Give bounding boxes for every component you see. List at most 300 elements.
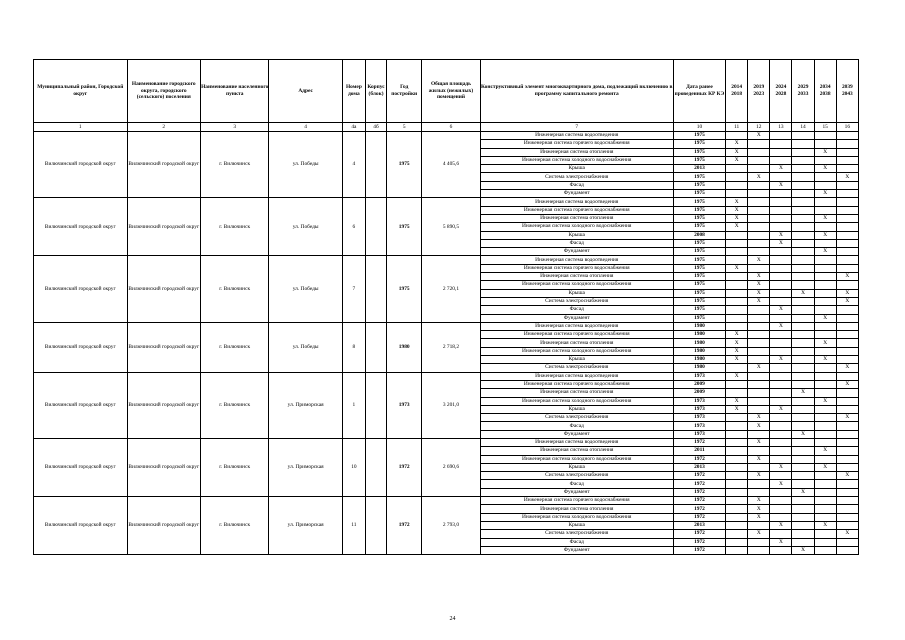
period-mark-cell (748, 156, 770, 164)
period-mark-cell (726, 273, 748, 281)
period-mark-cell (792, 530, 814, 538)
period-mark-cell (792, 480, 814, 488)
repair-date-cell: 2013 (673, 463, 725, 471)
district-cell: Вилючинский городской округ (34, 372, 128, 438)
repair-date-cell: 1975 (673, 223, 725, 231)
period-mark-cell (792, 364, 814, 372)
house-number-cell: 6 (342, 198, 365, 256)
element-cell: Крыша (480, 165, 673, 173)
period-mark-cell (726, 546, 748, 554)
period-mark-cell (748, 223, 770, 231)
repair-date-cell: 1975 (673, 198, 725, 206)
element-cell: Инженерная система отопления (480, 339, 673, 347)
element-cell: Инженерная система горячего водоснабжения (480, 497, 673, 505)
period-mark-cell (748, 206, 770, 214)
period-mark-cell (836, 214, 858, 222)
period-mark-cell (814, 455, 836, 463)
district-cell: Вилючинский городской округ (34, 322, 128, 372)
column-number: 3 (201, 123, 269, 132)
period-mark-cell: X (726, 372, 748, 380)
repair-date-cell: 1980 (673, 339, 725, 347)
repair-date-cell: 1975 (673, 239, 725, 247)
element-cell: Фундамент (480, 546, 673, 554)
period-mark-cell (726, 165, 748, 173)
element-cell: Инженерная система горячего водоснабжения (480, 206, 673, 214)
street-cell: ул. Победы (269, 256, 342, 322)
area-cell: 2 718,2 (422, 322, 480, 372)
element-cell: Фундамент (480, 430, 673, 438)
element-cell: Инженерная система отопления (480, 273, 673, 281)
period-mark-cell (770, 397, 792, 405)
repair-date-cell: 1980 (673, 356, 725, 364)
period-mark-cell (748, 389, 770, 397)
element-cell: Крыша (480, 463, 673, 471)
period-mark-cell (836, 198, 858, 206)
period-mark-cell: X (814, 190, 836, 198)
build-year-cell: 1972 (387, 497, 422, 555)
period-mark-cell (814, 289, 836, 297)
block-cell (365, 438, 386, 496)
repair-date-cell: 1980 (673, 364, 725, 372)
period-mark-cell (814, 156, 836, 164)
period-mark-cell: X (726, 156, 748, 164)
period-mark-cell (748, 198, 770, 206)
period-mark-cell (836, 480, 858, 488)
repair-date-cell: 1973 (673, 422, 725, 430)
period-mark-cell (748, 214, 770, 222)
element-cell: Фасад (480, 538, 673, 546)
period-mark-cell (836, 248, 858, 256)
period-mark-cell (748, 181, 770, 189)
period-mark-cell (726, 248, 748, 256)
period-mark-cell (836, 231, 858, 239)
period-mark-cell: X (748, 513, 770, 521)
period-mark-cell (726, 297, 748, 305)
locality-cell: г. Вилючинск (201, 198, 269, 256)
period-mark-cell (836, 281, 858, 289)
period-mark-cell (770, 339, 792, 347)
period-mark-cell: X (836, 273, 858, 281)
period-mark-cell (836, 264, 858, 272)
period-mark-cell (836, 322, 858, 330)
period-mark-cell (814, 372, 836, 380)
period-mark-cell: X (770, 231, 792, 239)
repair-date-cell: 1975 (673, 173, 725, 181)
period-mark-cell (836, 497, 858, 505)
column-number: 14 (792, 123, 814, 132)
period-mark-cell (748, 165, 770, 173)
period-mark-cell (792, 273, 814, 281)
repair-date-cell: 1975 (673, 281, 725, 289)
period-mark-cell (792, 132, 814, 140)
table-row (34, 372, 859, 380)
period-mark-cell: X (770, 521, 792, 529)
period-mark-cell: X (726, 148, 748, 156)
period-mark-cell (792, 181, 814, 189)
period-mark-cell (792, 223, 814, 231)
element-cell: Инженерная система отопления (480, 148, 673, 156)
period-mark-cell (814, 347, 836, 355)
element-cell: Крыша (480, 289, 673, 297)
period-mark-cell (814, 239, 836, 247)
period-mark-cell (748, 148, 770, 156)
period-mark-cell: X (748, 297, 770, 305)
column-number-row (34, 123, 859, 132)
area-cell: 3 201,0 (422, 372, 480, 438)
period-mark-cell (726, 513, 748, 521)
element-cell: Инженерная система горячего водоснабжения (480, 140, 673, 148)
period-mark-cell (726, 256, 748, 264)
period-mark-cell: X (726, 347, 748, 355)
period-mark-cell (814, 223, 836, 231)
block-cell (365, 198, 386, 256)
period-mark-cell (770, 148, 792, 156)
element-cell: Фундамент (480, 314, 673, 322)
period-mark-cell (770, 447, 792, 455)
period-mark-cell (792, 190, 814, 198)
period-mark-cell (770, 314, 792, 322)
repair-date-cell: 1975 (673, 156, 725, 164)
element-cell: Инженерная система холодного водоснабжения (480, 281, 673, 289)
period-mark-cell: X (836, 364, 858, 372)
header-cell: Адрес (269, 60, 342, 123)
period-mark-cell (836, 422, 858, 430)
repair-date-cell: 1975 (673, 273, 725, 281)
element-cell: Инженерная система горячего водоснабжения (480, 380, 673, 388)
period-mark-cell (726, 306, 748, 314)
period-mark-cell (770, 530, 792, 538)
settlement-cell: Вилючинский городской округ (127, 132, 200, 198)
period-mark-cell (726, 231, 748, 239)
period-mark-cell (814, 173, 836, 181)
period-mark-cell (836, 356, 858, 364)
period-mark-cell (836, 513, 858, 521)
period-mark-cell: X (770, 463, 792, 471)
column-number: 4б (365, 123, 386, 132)
period-mark-cell (770, 430, 792, 438)
repair-date-cell: 1975 (673, 140, 725, 148)
column-number: 4 (269, 123, 342, 132)
period-mark-cell (836, 140, 858, 148)
period-mark-cell (836, 347, 858, 355)
repair-date-cell: 1980 (673, 347, 725, 355)
period-mark-cell (770, 132, 792, 140)
period-mark-cell (792, 173, 814, 181)
period-mark-cell (748, 347, 770, 355)
header-cell: 2019 2023 (748, 60, 770, 123)
column-number: 7 (480, 123, 673, 132)
table-body (34, 132, 859, 555)
locality-cell: г. Вилючинск (201, 132, 269, 198)
period-mark-cell (836, 165, 858, 173)
repair-date-cell: 1972 (673, 513, 725, 521)
block-cell (365, 372, 386, 438)
period-mark-cell: X (792, 488, 814, 496)
period-mark-cell (726, 455, 748, 463)
period-mark-cell (726, 472, 748, 480)
repair-date-cell: 1972 (673, 497, 725, 505)
period-mark-cell: X (748, 256, 770, 264)
street-cell: ул. Приморская (269, 372, 342, 438)
street-cell: ул. Приморская (269, 497, 342, 555)
period-mark-cell (748, 430, 770, 438)
repair-date-cell: 1975 (673, 148, 725, 156)
period-mark-cell (814, 538, 836, 546)
period-mark-cell (748, 538, 770, 546)
period-mark-cell (770, 472, 792, 480)
period-mark-cell (814, 306, 836, 314)
locality-cell: г. Вилючинск (201, 256, 269, 322)
period-mark-cell (814, 430, 836, 438)
element-cell: Инженерная система отопления (480, 447, 673, 455)
header-cell: 2014 2018 (726, 60, 748, 123)
period-mark-cell (748, 314, 770, 322)
header-cell: Номер дома (342, 60, 365, 123)
period-mark-cell (726, 422, 748, 430)
period-mark-cell (836, 463, 858, 471)
period-mark-cell: X (748, 472, 770, 480)
period-mark-cell (792, 239, 814, 247)
period-mark-cell: X (770, 356, 792, 364)
district-cell: Вилючинский городской округ (34, 198, 128, 256)
period-mark-cell (836, 239, 858, 247)
element-cell: Инженерная система отопления (480, 389, 673, 397)
period-mark-cell: X (748, 273, 770, 281)
element-cell: Фундамент (480, 248, 673, 256)
repair-date-cell: 1980 (673, 322, 725, 330)
period-mark-cell (748, 239, 770, 247)
period-mark-cell: X (748, 530, 770, 538)
period-mark-cell (792, 347, 814, 355)
repair-date-cell: 1973 (673, 405, 725, 413)
period-mark-cell (770, 281, 792, 289)
street-cell: ул. Победы (269, 322, 342, 372)
district-cell: Вилючинский городской округ (34, 438, 128, 496)
period-mark-cell: X (748, 505, 770, 513)
repair-date-cell: 1975 (673, 264, 725, 272)
locality-cell: г. Вилючинск (201, 322, 269, 372)
element-cell: Крыша (480, 405, 673, 413)
period-mark-cell (770, 422, 792, 430)
element-cell: Инженерная система холодного водоснабжения (480, 455, 673, 463)
column-number: 10 (673, 123, 725, 132)
period-mark-cell: X (770, 405, 792, 413)
period-mark-cell: X (814, 521, 836, 529)
column-number: 2 (127, 123, 200, 132)
period-mark-cell (814, 472, 836, 480)
period-mark-cell: X (792, 546, 814, 554)
column-number: 1 (34, 123, 128, 132)
period-mark-cell: X (748, 173, 770, 181)
period-mark-cell (726, 538, 748, 546)
repair-date-cell: 1972 (673, 480, 725, 488)
element-cell: Система электроснабжения (480, 364, 673, 372)
period-mark-cell (836, 331, 858, 339)
table-row (34, 322, 859, 330)
table-row (34, 256, 859, 264)
period-mark-cell: X (770, 306, 792, 314)
repair-date-cell: 1975 (673, 206, 725, 214)
period-mark-cell (748, 140, 770, 148)
period-mark-cell: X (748, 281, 770, 289)
period-mark-cell: X (770, 181, 792, 189)
period-mark-cell (836, 438, 858, 446)
block-cell (365, 497, 386, 555)
period-mark-cell: X (748, 414, 770, 422)
period-mark-cell (814, 546, 836, 554)
element-cell: Крыша (480, 521, 673, 529)
period-mark-cell (836, 455, 858, 463)
element-cell: Инженерная система горячего водоснабжения (480, 264, 673, 272)
column-number: 5 (387, 123, 422, 132)
house-number-cell: 8 (342, 322, 365, 372)
period-mark-cell (748, 356, 770, 364)
header-cell: Корпус (блок) (365, 60, 386, 123)
period-mark-cell: X (814, 148, 836, 156)
period-mark-cell: X (792, 289, 814, 297)
period-mark-cell (748, 447, 770, 455)
period-mark-cell (748, 190, 770, 198)
period-mark-cell (748, 264, 770, 272)
page-number: 24 (449, 616, 456, 622)
element-cell: Фасад (480, 306, 673, 314)
area-cell: 2 720,1 (422, 256, 480, 322)
build-year-cell: 1975 (387, 198, 422, 256)
period-mark-cell (836, 397, 858, 405)
header-cell: 2034 2038 (814, 60, 836, 123)
period-mark-cell (792, 297, 814, 305)
period-mark-cell (814, 206, 836, 214)
period-mark-cell (770, 140, 792, 148)
period-mark-cell (726, 281, 748, 289)
period-mark-cell (814, 380, 836, 388)
repair-date-cell: 1973 (673, 430, 725, 438)
period-mark-cell: X (748, 422, 770, 430)
period-mark-cell (748, 546, 770, 554)
period-mark-cell (770, 364, 792, 372)
period-mark-cell (792, 314, 814, 322)
repair-date-cell: 1975 (673, 248, 725, 256)
element-cell: Инженерная система холодного водоснабжения (480, 397, 673, 405)
period-mark-cell (814, 297, 836, 305)
period-mark-cell (792, 248, 814, 256)
period-mark-cell (792, 380, 814, 388)
element-cell: Инженерная система водоотведения (480, 438, 673, 446)
period-mark-cell (748, 248, 770, 256)
period-mark-cell (836, 505, 858, 513)
period-mark-cell (792, 214, 814, 222)
period-mark-cell (836, 190, 858, 198)
period-mark-cell (792, 422, 814, 430)
period-mark-cell (792, 505, 814, 513)
period-mark-cell (726, 364, 748, 372)
element-cell: Фундамент (480, 488, 673, 496)
element-cell: Инженерная система холодного водоснабжения (480, 223, 673, 231)
element-cell: Система электроснабжения (480, 173, 673, 181)
header-cell: Конструктивный элемент многоквартирного дома, подлежащий включению в программу капитального ремонта (480, 60, 673, 123)
period-mark-cell (770, 206, 792, 214)
period-mark-cell: X (726, 206, 748, 214)
header-cell: Общая площадь жилых (нежилых) помещений (422, 60, 480, 123)
period-mark-cell (770, 198, 792, 206)
house-number-cell: 11 (342, 497, 365, 555)
locality-cell: г. Вилючинск (201, 497, 269, 555)
element-cell: Инженерная система холодного водоснабжения (480, 513, 673, 521)
period-mark-cell: X (836, 297, 858, 305)
period-mark-cell (814, 405, 836, 413)
period-mark-cell: X (748, 364, 770, 372)
period-mark-cell (792, 165, 814, 173)
period-mark-cell (814, 256, 836, 264)
period-mark-cell: X (814, 248, 836, 256)
period-mark-cell (726, 463, 748, 471)
period-mark-cell (792, 206, 814, 214)
element-cell: Инженерная система холодного водоснабжения (480, 156, 673, 164)
period-mark-cell: X (748, 132, 770, 140)
period-mark-cell (726, 322, 748, 330)
settlement-cell: Вилючинский городской округ (127, 256, 200, 322)
period-mark-cell: X (726, 198, 748, 206)
period-mark-cell (836, 430, 858, 438)
period-mark-cell (770, 223, 792, 231)
repair-date-cell: 1975 (673, 297, 725, 305)
element-cell: Фасад (480, 239, 673, 247)
period-mark-cell (748, 480, 770, 488)
period-mark-cell (748, 339, 770, 347)
period-mark-cell (748, 306, 770, 314)
build-year-cell: 1975 (387, 256, 422, 322)
build-year-cell: 1973 (387, 372, 422, 438)
period-mark-cell (792, 447, 814, 455)
period-mark-cell (770, 347, 792, 355)
period-mark-cell: X (770, 165, 792, 173)
period-mark-cell (748, 331, 770, 339)
settlement-cell: Вилючинский городской округ (127, 497, 200, 555)
period-mark-cell (726, 430, 748, 438)
period-mark-cell (792, 372, 814, 380)
period-mark-cell (726, 181, 748, 189)
period-mark-cell (726, 389, 748, 397)
period-mark-cell (726, 380, 748, 388)
period-mark-cell: X (770, 538, 792, 546)
period-mark-cell (792, 472, 814, 480)
period-mark-cell (770, 372, 792, 380)
table-row (34, 438, 859, 446)
area-cell: 5 890,5 (422, 198, 480, 256)
period-mark-cell (726, 239, 748, 247)
period-mark-cell: X (726, 405, 748, 413)
period-mark-cell (792, 264, 814, 272)
period-mark-cell (814, 198, 836, 206)
header-cell: Год постройки (387, 60, 422, 123)
period-mark-cell (726, 497, 748, 505)
period-mark-cell (770, 331, 792, 339)
settlement-cell: Вилючинский городской округ (127, 322, 200, 372)
period-mark-cell (792, 405, 814, 413)
street-cell: ул. Победы (269, 132, 342, 198)
header-cell: 2029 2033 (792, 60, 814, 123)
element-cell: Крыша (480, 231, 673, 239)
repair-date-cell: 1973 (673, 397, 725, 405)
period-mark-cell (770, 156, 792, 164)
period-mark-cell: X (726, 331, 748, 339)
locality-cell: г. Вилючинск (201, 372, 269, 438)
period-mark-cell (792, 156, 814, 164)
period-mark-cell: X (814, 447, 836, 455)
period-mark-cell: X (836, 380, 858, 388)
period-mark-cell (836, 538, 858, 546)
period-mark-cell (726, 488, 748, 496)
